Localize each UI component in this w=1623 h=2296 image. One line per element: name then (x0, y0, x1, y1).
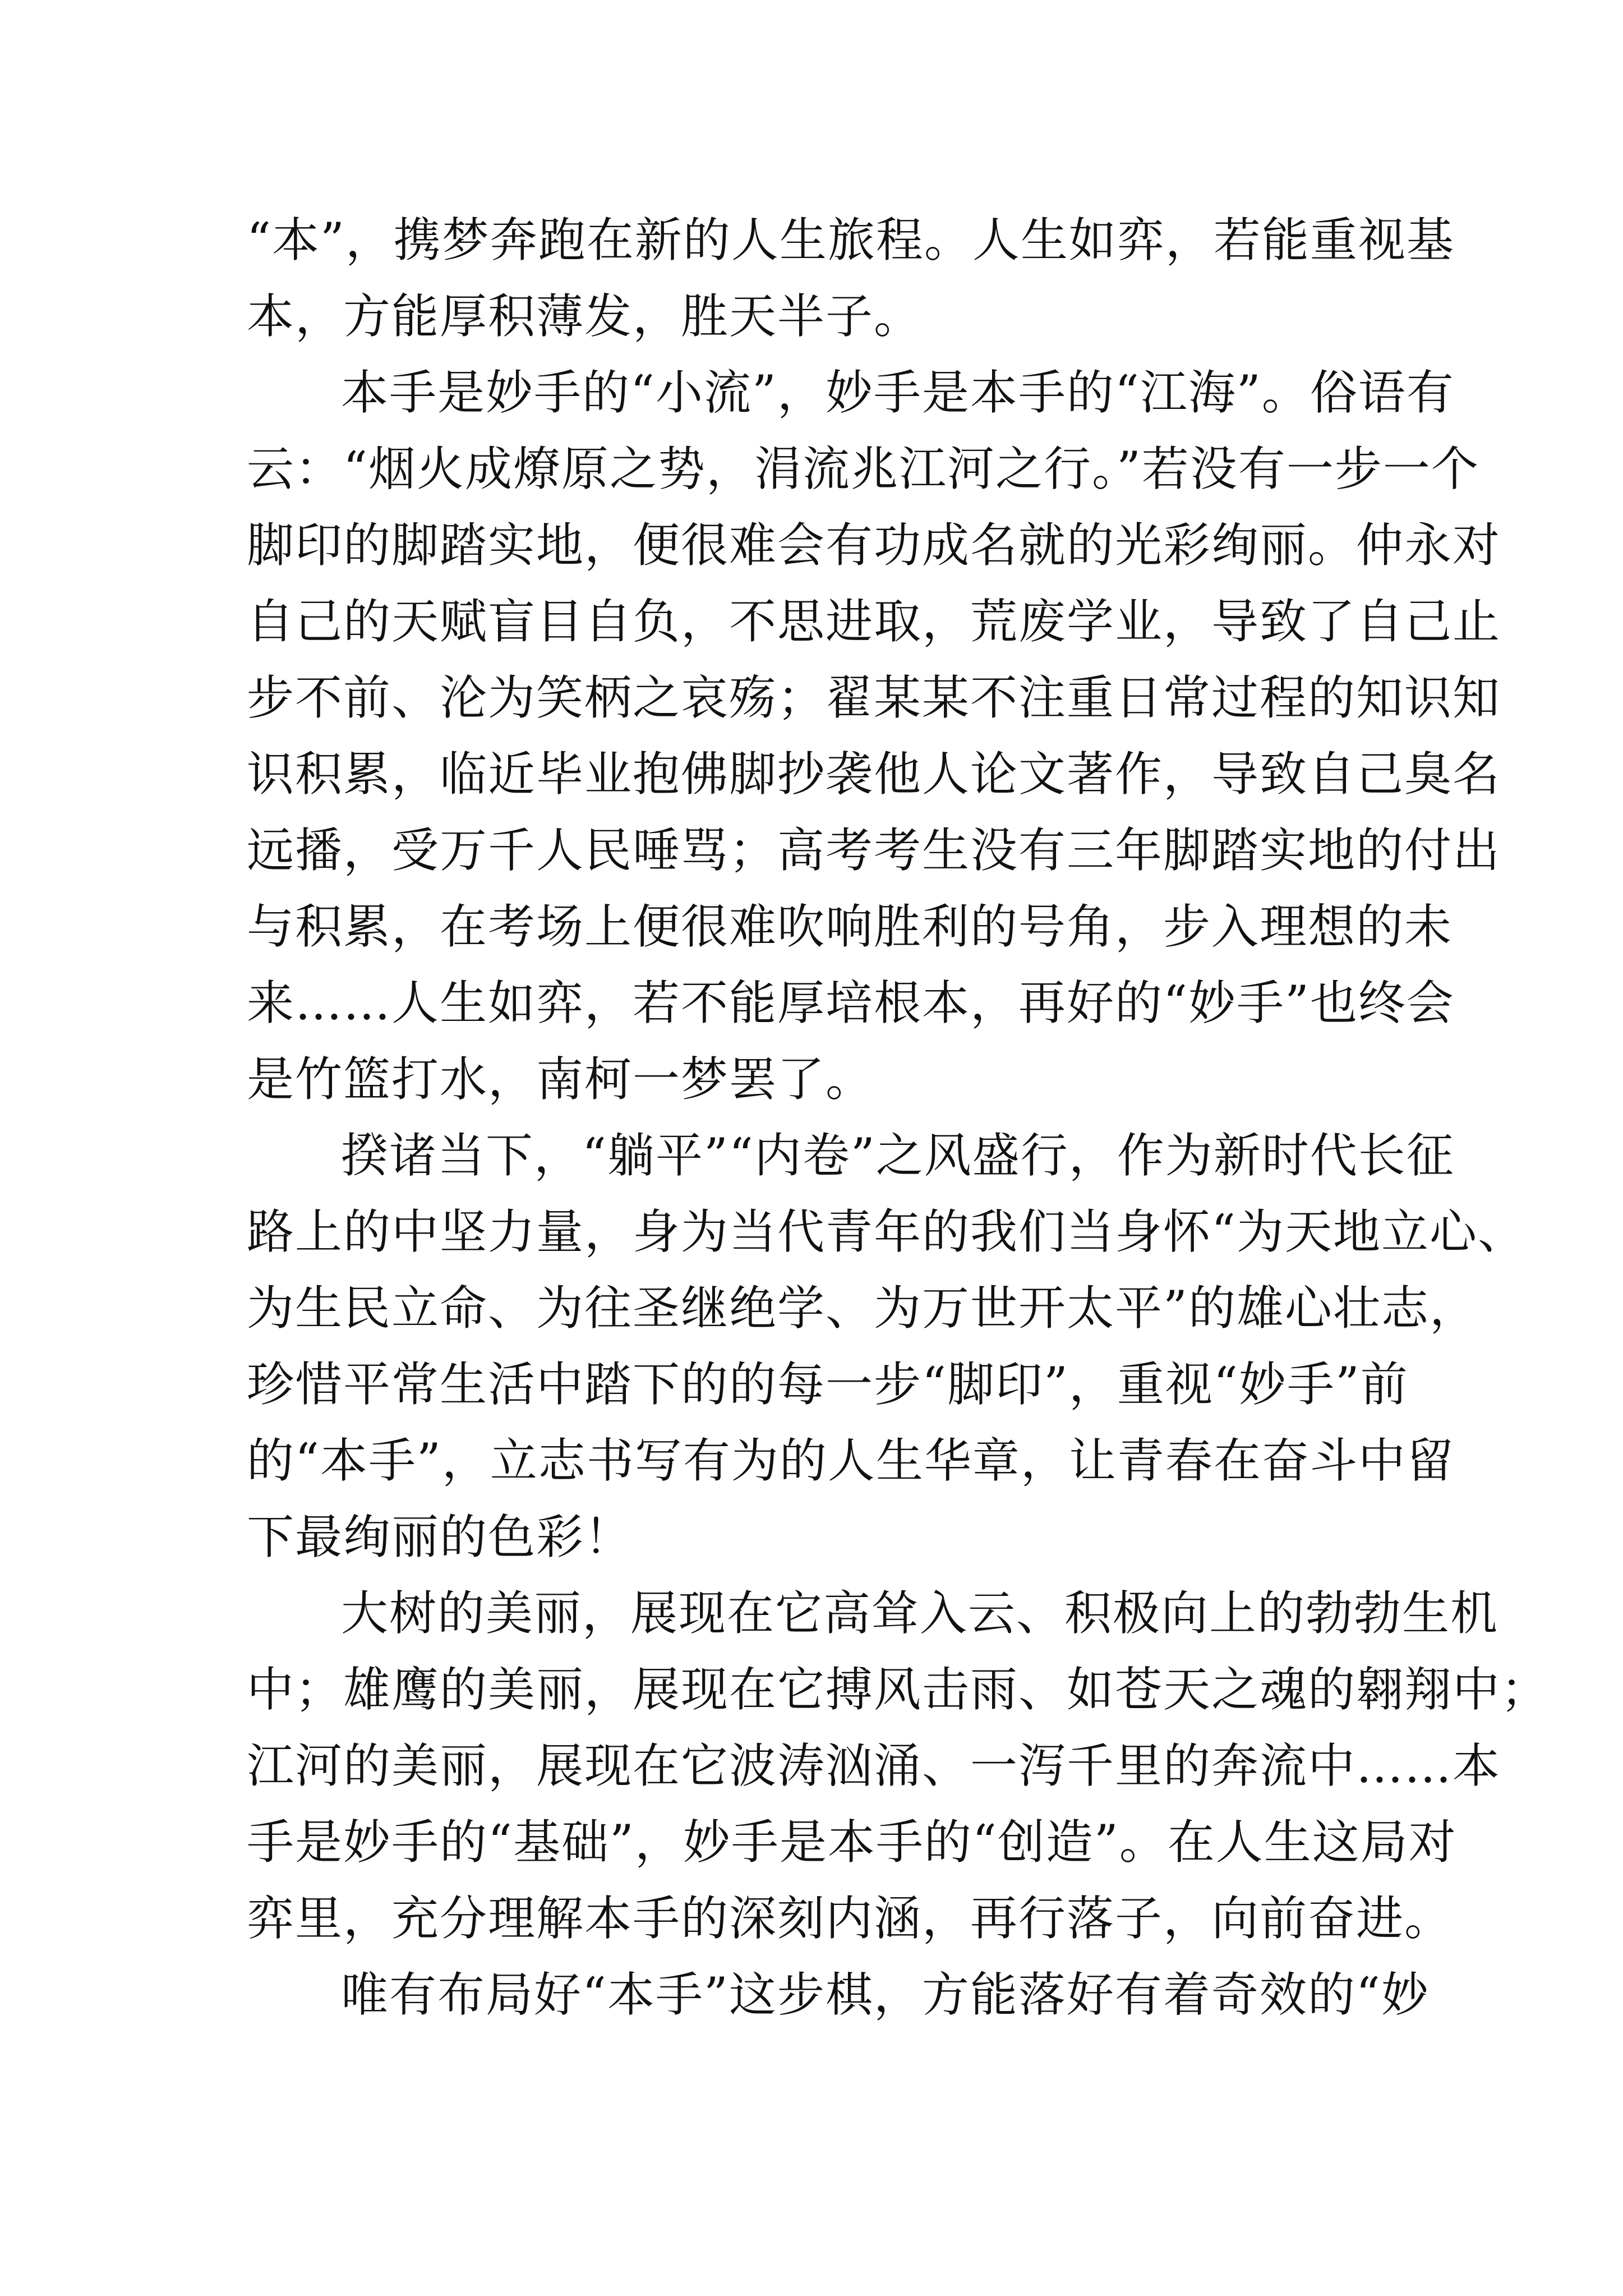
text-line: 脚印的脚踏实地，便很难会有功成名就的光彩绚丽。仲永对 (247, 518, 1501, 573)
text-line: 来……人生如弈，若不能厚培根本，再好的“妙手”也终会 (247, 976, 1455, 1030)
text-line: 江河的美丽，展现在它波涛汹涌、一泻千里的奔流中……本 (247, 1738, 1501, 1793)
text-line: 自己的天赋盲目自负，不思进取，荒废学业，导致了自己止 (247, 594, 1501, 649)
text-line: 中；雄鹰的美丽，展现在它搏风击雨、如苍天之魂的翱翔中； (247, 1662, 1550, 1717)
text-line: 远播，受万千人民唾骂；高考考生没有三年脚踏实地的付出 (247, 823, 1501, 878)
text-line: 揆诸当下，“躺平”“内卷”之风盛行，作为新时代长征 (341, 1128, 1455, 1183)
text-line: 弈里，充分理解本手的深刻内涵，再行落子，向前奋进。 (247, 1891, 1453, 1946)
text-line: 云：“烟火成燎原之势，涓流兆江河之行。”若没有一步一个 (247, 441, 1479, 496)
text-line: 珍惜平常生活中踏下的的每一步“脚印”，重视“妙手”前 (247, 1357, 1409, 1412)
text-line: 本手是妙手的“小流”，妙手是本手的“江海”。俗语有 (341, 365, 1455, 420)
text-line: 的“本手”，立志书写有为的人生华章，让青春在奋斗中留 (247, 1433, 1455, 1488)
text-line: “本”，携梦奔跑在新的人生旅程。人生如弈，若能重视基 (247, 213, 1455, 268)
text-line: 步不前、沦为笑柄之哀殇；翟某某不注重日常过程的知识知 (247, 670, 1501, 725)
text-line: 路上的中坚力量，身为当代青年的我们当身怀“为天地立心、 (247, 1204, 1526, 1259)
text-line: 本，方能厚积薄发，胜天半子。 (247, 289, 923, 344)
text-line: 是竹篮打水，南柯一梦罢了。 (247, 1052, 874, 1107)
body-text (247, 202, 1550, 2033)
text-line: 大树的美丽，展现在它高耸入云、积极向上的勃勃生机 (341, 1586, 1499, 1641)
text-line: 唯有布局好“本手”这步棋，方能落好有着奇效的“妙 (341, 1967, 1430, 2022)
text-line: 手是妙手的“基础”，妙手是本手的“创造”。在人生这局对 (247, 1815, 1457, 1870)
text-line: 下最绚丽的色彩！ (247, 1510, 633, 1565)
text-line: 识积累，临近毕业抱佛脚抄袭他人论文著作，导致自己臭名 (247, 747, 1501, 802)
text-line: 为生民立命、为往圣继绝学、为万世开太平”的雄心壮志， (247, 1281, 1478, 1336)
text-line: 与积累，在考场上便很难吹响胜利的号角，步入理想的未 (247, 899, 1453, 954)
